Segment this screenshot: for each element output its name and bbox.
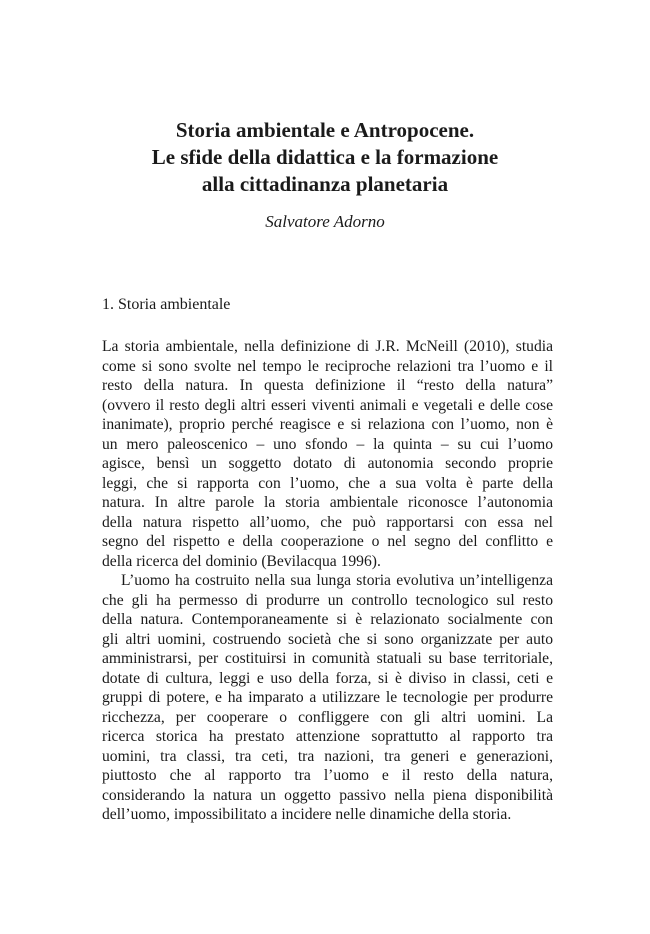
text-line: della ricerca del dominio (Bevilacqua 1996). [102, 552, 381, 570]
title-line: Le sfide della didattica e la formazione [151, 145, 499, 169]
chapter-title [60, 117, 590, 198]
text-line: considerando la natura un oggetto passivo nella piena disponibilità [102, 786, 553, 804]
text-line: della natura rispetto all’uomo, che può rapportarsi con essa nel [102, 513, 553, 531]
paragraph-1 [102, 337, 553, 571]
text-line: inanimate), proprio perché reagisce e si relaziona con l’uomo, non è [102, 416, 553, 433]
text-line: agisce, bensì un soggetto dotato di autonomia secondo proprie [102, 455, 553, 472]
text-line: uomini, tra classi, tra ceti, tra nazioni, tra generi e generazioni, [102, 747, 553, 765]
text-line: dotate di cultura, leggi e uso della forza, si è diviso in classi, ceti e [102, 669, 553, 687]
text-line: dell’uomo, impossibilitato a incidere nelle dinamiche della storia. [102, 806, 512, 823]
text-line: L’uomo ha costruito nella sua lunga storia evolutiva un’intelligenza [121, 572, 553, 589]
author-name: Salvatore Adorno [265, 212, 385, 231]
text-line: ricchezza, per cooperare o confliggere con gli altri uomini. La [102, 708, 553, 726]
text-line: resto della natura. In questa definizione il “resto della natura” [102, 377, 553, 394]
text-line: leggi, che si rapporta con l’uomo, che a sua volta è parte della [102, 474, 553, 492]
text-line: segno del rispetto e della cooperazione o nel segno del conflitto e [102, 533, 553, 550]
text-line: amministrarsi, per costituirsi in comunità statuali su base territoriale, [102, 650, 553, 667]
body-text [102, 337, 553, 825]
text-line: ricerca storica ha prestato attenzione soprattutto al rapporto tra [102, 728, 553, 745]
text-line: un mero paleoscenico – uno sfondo – la quinta – su cui l’uomo [102, 435, 553, 453]
text-line: come si sono svolte nel tempo le reciproche relazioni tra l’uomo e il [102, 357, 553, 375]
text-line: gruppi di potere, e ha imparato a utilizzare le tecnologie per produrre [102, 689, 553, 706]
text-line: che gli ha permesso di produrre un controllo tecnologico sul resto [102, 591, 553, 609]
title-line: alla cittadinanza planetaria [201, 172, 449, 196]
text-line: (ovvero il resto degli altri esseri viventi animali e vegetali e delle cose [102, 396, 553, 414]
text-line: La storia ambientale, nella definizione di J.R. McNeill (2010), studia [102, 338, 553, 355]
text-line: gli altri uomini, costruendo società che si sono organizzate per auto [102, 630, 553, 648]
paragraph-2 [102, 571, 553, 825]
section-heading: 1. Storia ambientale [102, 296, 231, 313]
text-line: natura. In altre parole la storia ambientale riconosce l’autonomia [102, 494, 553, 511]
title-line: Storia ambientale e Antropocene. [175, 118, 475, 142]
text-line: piuttosto che al rapporto tra l’uomo e il resto della natura, [102, 767, 553, 784]
text-line: della natura. Contemporaneamente si è relazionato socialmente con [102, 611, 553, 628]
